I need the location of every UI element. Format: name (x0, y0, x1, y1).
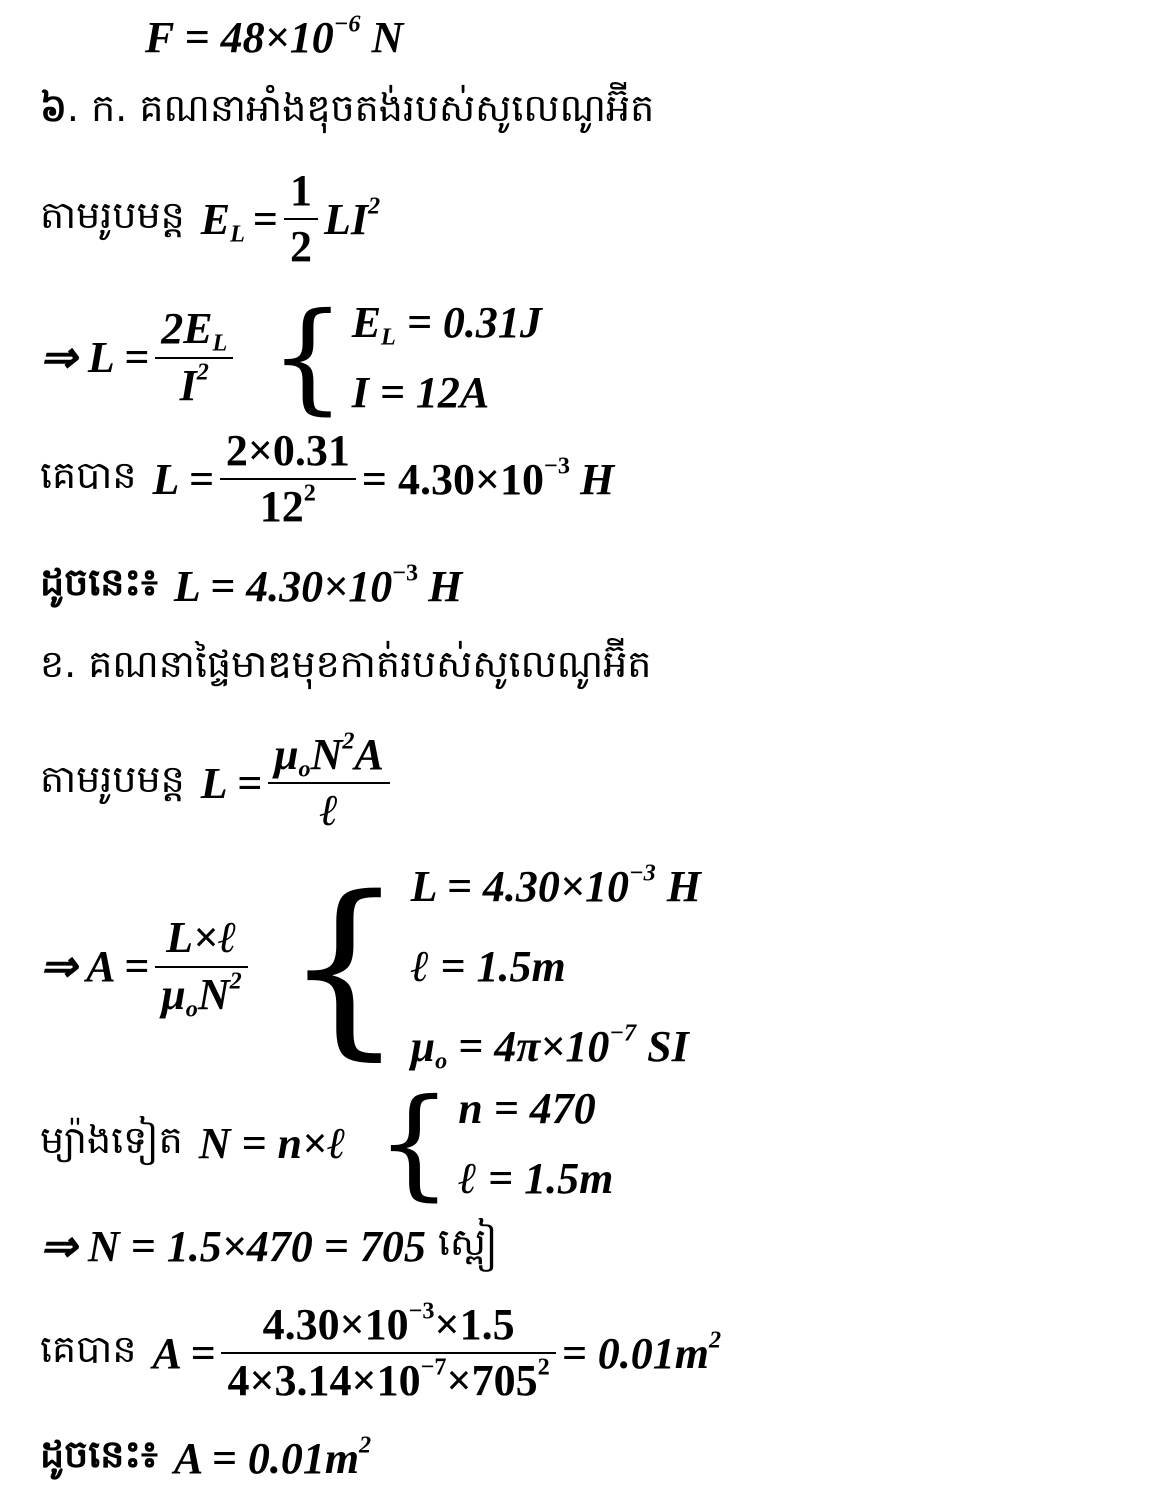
mu-symbol: μ (410, 1021, 436, 1071)
conclusion-colon: ៖ (141, 1432, 158, 1476)
derive-lhs: ⇒ A = (40, 942, 150, 991)
conclusion-colon: ៖ (141, 560, 158, 604)
denominator-exponent: −7 (420, 1353, 447, 1381)
question-6b-label: ខ. គណនាផ្ទៃមាឌមុខកាត់របស់សូលេណូអ៊ីត (40, 642, 652, 686)
numerator-subscript: L (212, 329, 228, 357)
permeability-exponent: −7 (609, 1019, 637, 1047)
numerator-exponent: −3 (408, 1297, 435, 1325)
denominator-text: 4×3.14×10 (227, 1356, 421, 1406)
energy-subscript: L (230, 219, 245, 247)
fraction-denominator: ℓ (319, 786, 339, 836)
result-rhs (362, 454, 570, 505)
given-turn-density: n = 470 (458, 1084, 596, 1134)
given-system (376, 1074, 613, 1213)
conclusion-value (173, 1430, 372, 1484)
fraction-numerator: 1 (289, 166, 312, 215)
result-value: = 4.30×10 (361, 454, 545, 504)
fraction-numerator: L×ℓ (166, 913, 237, 963)
conclusion-prefix: ដូចនេះ (40, 560, 142, 604)
given-rows (411, 856, 701, 1077)
question-6b-heading (40, 640, 651, 696)
force-unit: N (371, 13, 404, 62)
energy-symbol: E (200, 194, 231, 244)
denominator-square: 2 (537, 1353, 550, 1381)
fraction-bar (284, 218, 318, 220)
fraction-denominator (254, 479, 322, 532)
formula-solenoid (40, 727, 396, 836)
fraction-numerator (268, 727, 390, 783)
fraction-denominator (221, 1353, 555, 1406)
denominator-text: 12 (259, 482, 304, 532)
given-inductance-exponent: −3 (628, 859, 656, 887)
turns-exponent: 2 (229, 966, 242, 994)
conclusion-value (173, 558, 419, 612)
area-fraction (155, 913, 247, 1022)
energy-tail-exponent: 2 (367, 192, 381, 220)
given-length: ℓ = 1.5m (410, 941, 566, 991)
turns-symbol: N (197, 969, 230, 1019)
numerator-text: 2E (161, 304, 213, 354)
mu-symbol: μ (161, 969, 186, 1019)
numerator-text: 4.30×10 (262, 1300, 409, 1349)
left-brace: { (375, 1074, 453, 1213)
turns-prefix: ម្យ៉ាងទៀត (40, 1117, 183, 1162)
given-inductance (411, 861, 701, 912)
result-unit: H (579, 454, 615, 504)
inductance-fraction (155, 306, 233, 408)
area-symbol: A (354, 730, 384, 779)
result-lhs: A = (152, 1328, 216, 1378)
mu-symbol: μ (274, 730, 299, 779)
given-inductance-value: L = 4.30×10 (410, 862, 629, 912)
given-length: ℓ = 1.5m (458, 1153, 614, 1203)
given-current (352, 367, 542, 418)
derive-area (40, 856, 701, 1077)
fraction-denominator (155, 966, 247, 1022)
formula-lhs: L = (200, 758, 263, 808)
fraction-bar (268, 782, 390, 784)
given-current-value: = 12A (368, 367, 490, 417)
result-exponent: 2 (709, 1326, 722, 1354)
result-rhs (562, 1328, 721, 1379)
mu-subscript: o (298, 755, 311, 783)
derive-lhs: ⇒ L = (40, 333, 150, 382)
area-calculation (40, 1297, 722, 1406)
force-text: F = 48×10 (145, 13, 334, 62)
derive-inductance (40, 288, 542, 427)
result-prefix: គេបាន (40, 453, 137, 498)
turns-formula (40, 1074, 613, 1213)
formula-prefix: តាមរូបមន្ត (40, 193, 185, 238)
equals-sign: = (252, 194, 278, 244)
given-permeability (411, 1021, 701, 1072)
conclusion-unit: H (428, 561, 463, 611)
permeability-unit: SI (636, 1021, 689, 1071)
numerator-tail: ×1.5 (434, 1300, 515, 1349)
fraction-bar (220, 478, 356, 480)
question-6a-label: . ក. គណនាអាំងឌុចតង់របស់សូលេណូអ៊ីត (66, 86, 655, 130)
energy-tail (324, 194, 380, 245)
formula-energy (40, 168, 380, 270)
given-energy-subscript: L (381, 323, 396, 351)
denominator-text: I (179, 360, 197, 410)
result-exponent: −3 (544, 452, 570, 480)
energy-lhs (201, 194, 245, 245)
half-fraction (284, 168, 318, 270)
given-system (284, 856, 701, 1077)
turns-result (40, 1218, 497, 1274)
permeability-value: = 4π×10 (447, 1021, 610, 1071)
solenoid-fraction (268, 727, 390, 836)
fraction-numerator (155, 304, 233, 357)
conclusion-expression: L = 4.30×10 (173, 561, 393, 611)
mu-subscript: o (185, 994, 198, 1022)
denominator-exponent: 2 (303, 479, 316, 507)
result-lhs: L = (152, 454, 214, 504)
given-rows (352, 288, 542, 427)
inductance-calculation (40, 428, 614, 530)
given-rows (458, 1074, 613, 1213)
result-prefix: គេបាន (40, 1327, 137, 1372)
conclusion-inductance (40, 558, 462, 614)
turns-expression: N = n×ℓ (198, 1119, 346, 1168)
result-value: = 0.01m (561, 1328, 709, 1378)
turns-unit: ស្ពៀ (437, 1220, 498, 1264)
fraction-numerator (257, 1297, 521, 1349)
fraction-denominator: 2 (289, 222, 312, 272)
conclusion-area (40, 1430, 371, 1486)
fraction-numerator: 2×0.31 (225, 426, 350, 475)
force-expression (145, 12, 403, 63)
fraction-bar (221, 1352, 555, 1354)
left-brace: { (269, 288, 346, 427)
given-system (269, 288, 542, 427)
energy-tail-symbols: LI (323, 194, 368, 244)
given-inductance-unit: H (655, 862, 701, 912)
given-energy-value: = 0.31J (395, 298, 542, 348)
turns-symbol: N (310, 730, 343, 779)
force-exponent: −6 (333, 10, 361, 38)
conclusion-prefix: ដូចនេះ (40, 1432, 142, 1476)
mu-subscript: o (435, 1046, 448, 1074)
force-result (145, 12, 403, 63)
conclusion-exponent: −3 (392, 558, 419, 586)
denominator-tail: ×705 (446, 1356, 538, 1406)
given-energy-symbol: E (351, 298, 382, 348)
fraction-denominator (174, 357, 215, 410)
turns-exponent: 2 (342, 727, 355, 755)
conclusion-expression: A = 0.01m (173, 1433, 360, 1483)
given-energy (351, 297, 542, 351)
denominator-exponent: 2 (196, 357, 209, 385)
turns-result-expression: ⇒ N = 1.5×470 = 705 (40, 1221, 426, 1271)
left-brace: { (283, 856, 405, 1077)
given-current-symbol: I (351, 367, 369, 417)
conclusion-exponent: 2 (359, 1430, 372, 1458)
question-6a-heading (40, 84, 654, 140)
result-fraction (221, 1297, 555, 1406)
result-fraction (220, 428, 356, 530)
question-number: ៦ (40, 86, 67, 130)
formula-prefix: តាមរូបមន្ត (40, 757, 185, 802)
fraction-bar (155, 357, 233, 359)
